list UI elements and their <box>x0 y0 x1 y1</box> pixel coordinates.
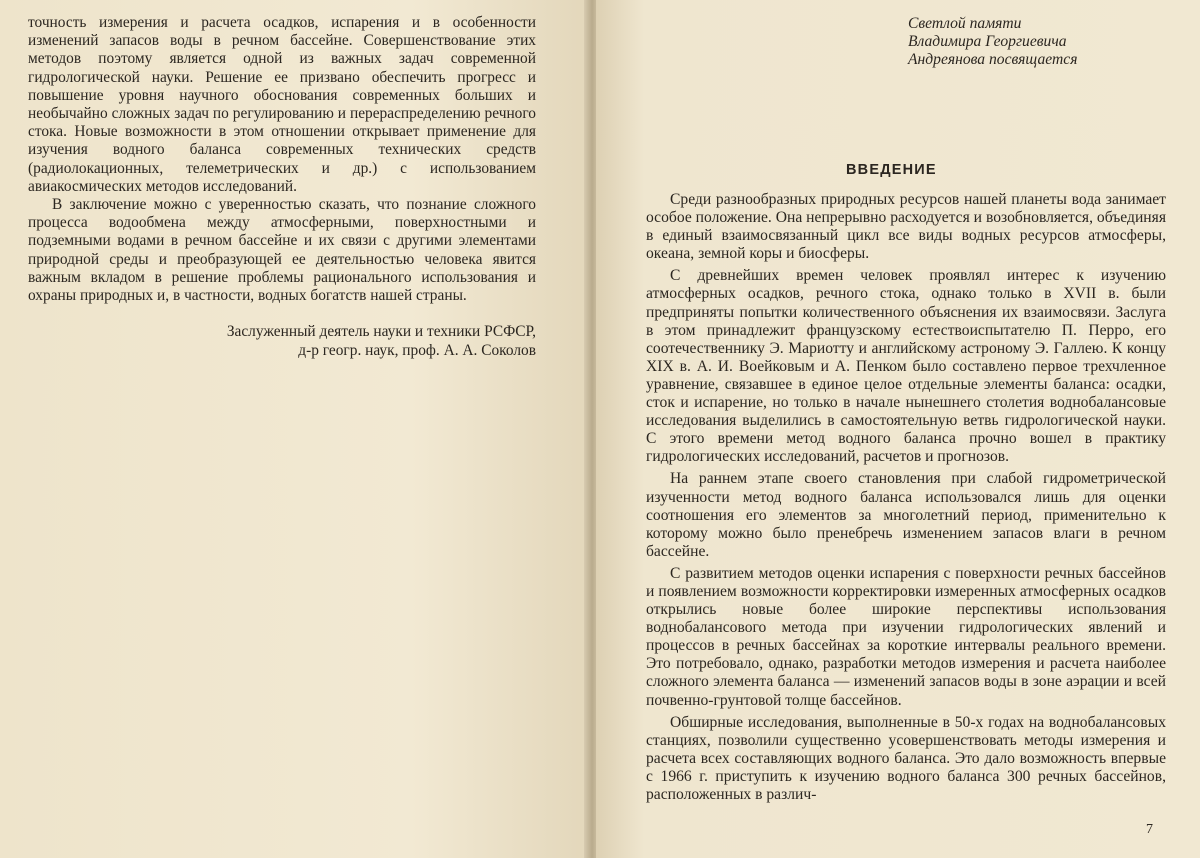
right-paragraph-3: На раннем этапе своего становления при слабой гидрометрической изученности метод водного баланса использовался лишь для оценки соотношения его элементов за многолетний период, применительно к которому можно было пренебречь изменением запасов влаги в речном бассейне. <box>646 470 1166 560</box>
right-page <box>596 0 1200 858</box>
right-page-text <box>646 191 1166 808</box>
right-paragraph-2: С древнейших времен человек проявлял интерес к изучению атмосферных осадков, речного стока, однако только в XVII в. были предприняты попытки количественного объяснения их взаимосвязи. Заслуга в этом принадлежит французскому естествоиспытателю П. Перро, его соотечественнику Э. Мариотту и английскому астроному Э. Галлею. К концу XIX в. А. И. Воейковым и А. Пенком было составлено первое трехчленное уравнение, связавшее в единое целое отдельные элементы баланса: осадки, сток и испарение, но только в начале нынешнего столетия воднобалансовые исследования выделились в самостоятельную ветвь гидрологической науки. С этого времени метод водного баланса прочно вошел в практику гидрологических исследований, расчетов и прогнозов. <box>646 267 1166 466</box>
left-paragraph-2: В заключение можно с уверенностью сказать, что познание сложного процесса водообмена между атмосферными, поверхностными и подземными водами в речном бассейне и их связи с другими элементами природной среды и преобразующей ее деятельностью человека явится важным вкладом в решение проблемы рационального использования и охраны природных и, в частности, водных богатств нашей страны. <box>28 196 536 305</box>
left-page <box>0 0 588 858</box>
signature <box>28 323 536 360</box>
dedication-line-3: Андреянова посвящается <box>908 51 1078 68</box>
left-page-text <box>28 14 536 360</box>
right-paragraph-4: С развитием методов оценки испарения с поверхности речных бассейнов и появлением возможности корректировки измеренных атмосферных осадков открылись новые более широкие перспективы использования воднобалансового метода при изучении гидрологических явлений и процессов в речных бассейнах за короткие интервалы реального времени. Это потребовало, однако, разработки методов измерения и расчета наиболее сложного элемента баланса — изменений запасов воды в зоне аэрации и всей почвенно-грунтовой толще бассейнов. <box>646 564 1166 709</box>
signature-title: Заслуженный деятель науки и техники РСФСР, <box>226 323 536 341</box>
dedication-line-2: Владимира Георгиевича <box>908 33 1067 50</box>
page-number: 7 <box>1146 822 1153 837</box>
dedication <box>908 15 1158 69</box>
chapter-heading: ВВЕДЕНИЕ <box>846 162 937 178</box>
signature-name: д-р геогр. наук, проф. А. А. Соколов <box>298 341 536 359</box>
dedication-line-1: Светлой памяти <box>908 15 1022 32</box>
right-paragraph-1: Среди разнообразных природных ресурсов нашей планеты вода занимает особое положение. Она непрерывно расходуется и возобновляется, объединяя в единый взаимосвязанный цикл все виды водных ресурсов атмосферы, океана, земной коры и биосферы. <box>646 191 1166 263</box>
right-paragraph-5: Обширные исследования, выполненные в 50-х годах на воднобалансовых станциях, позволили существенно усовершенствовать методы измерения и расчета всех составляющих водного баланса. Это дало возможность впервые с 1966 г. приступить к изучению водного баланса 300 речных бассейнов, расположенных в различ- <box>646 713 1166 803</box>
left-paragraph-1: точность измерения и расчета осадков, испарения и в особенности изменений запасов воды в речном бассейне. Совершенствование этих методов поэтому является одной из важных задач современной гидрологической науки. Решение ее призвано обеспечить прогресс и повышение уровня научного обоснования современных больших и необычайно сложных задач по регулированию и перераспределению речного стока. Новые возможности в этом отношении открывает применение для изучения водного баланса современных технических средств (радиолокационных, телеметрических и др.) с использованием авиакосмических методов исследований. <box>28 14 536 195</box>
